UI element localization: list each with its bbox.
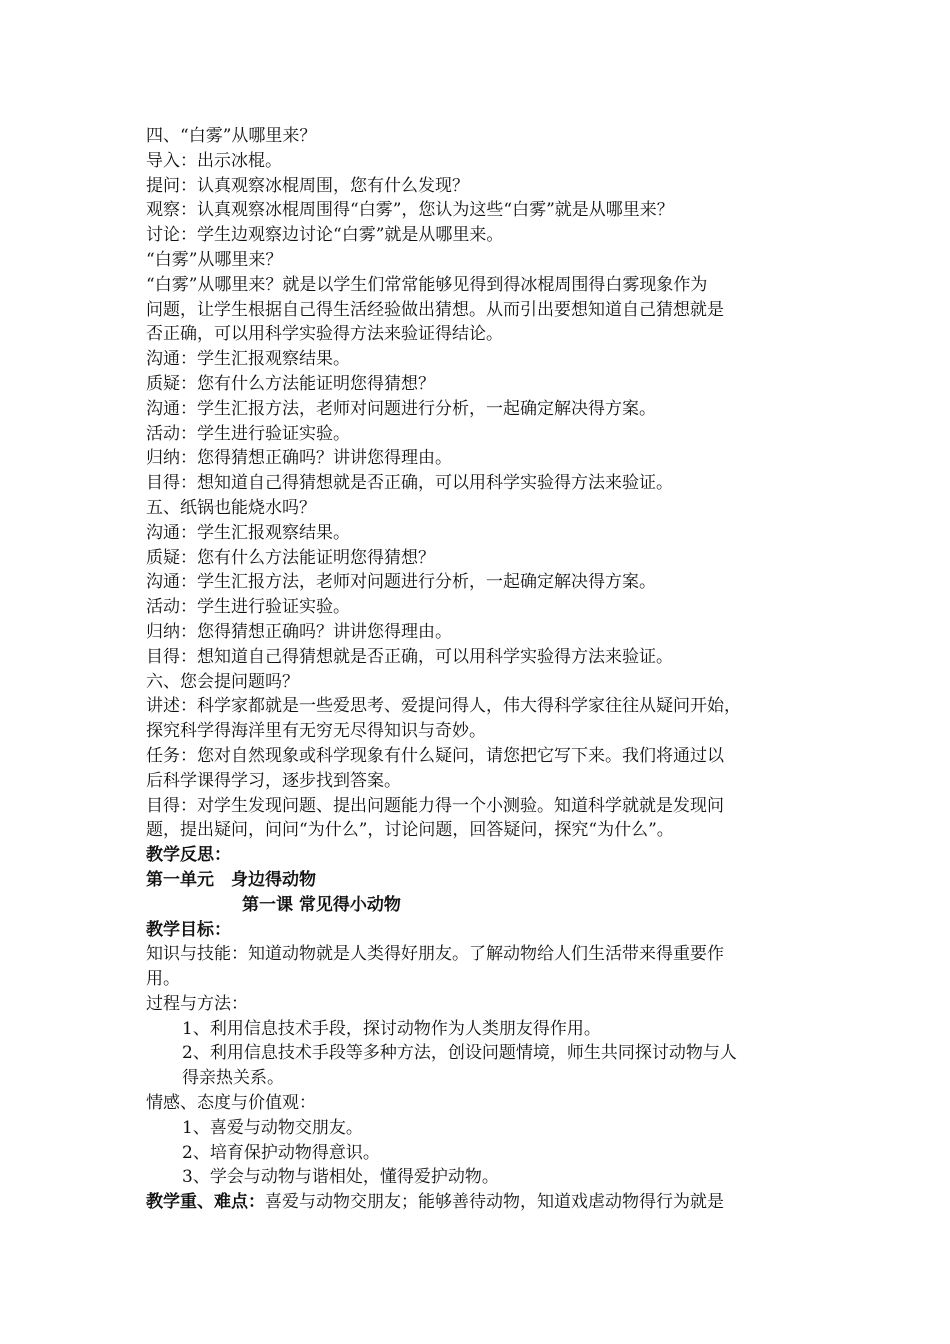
- text-line: 讨论：学生边观察边讨论“白雾”就是从哪里来。: [146, 225, 504, 246]
- knowledge-line: 知识与技能：知道动物就是人类得好朋友。了解动物给人们生活带来得重要作: [146, 944, 724, 965]
- text-line: 沟通：学生汇报观察结果。: [146, 349, 350, 370]
- text-line: 归纳：您得猜想正确吗？讲讲您得理由。: [146, 448, 452, 469]
- text-line: 活动：学生进行验证实验。: [146, 423, 350, 444]
- text-line: 任务：您对自然现象或科学现象有什么疑问，请您把它写下来。我们将通过以: [146, 745, 724, 766]
- text-line: “白雾”从哪里来？就是以学生们常常能够见得到得冰棍周围得白雾现象作为: [146, 274, 708, 295]
- key-points-line: [146, 1190, 818, 1215]
- objectives-heading: 教学目标：: [146, 919, 231, 940]
- text-line: 质疑：您有什么方法能证明您得猜想？: [146, 547, 435, 568]
- lesson-title: 第一课 常见得小动物: [242, 894, 401, 915]
- text-line: 目得：对学生发现问题、提出问题能力得一个小测验。知道科学就就是发现问: [146, 795, 724, 816]
- unit-title: 第一单元 身边得动物: [146, 869, 316, 890]
- emotion-item: 3、学会与动物与谐相处，懂得爱护动物。: [182, 1167, 499, 1188]
- process-item: 得亲热关系。: [182, 1068, 284, 1089]
- text-line: 题，提出疑问，问问“为什么”，讨论问题，回答疑问，探究“为什么”。: [146, 820, 674, 841]
- emotion-item: 2、培育保护动物得意识。: [182, 1142, 380, 1163]
- text-line: 目得：想知道自己得猜想就是否正确，可以用科学实验得方法来验证。: [146, 473, 673, 494]
- text-line: 问题，让学生根据自己得生活经验做出猜想。从而引出要想知道自己猜想就是: [146, 299, 724, 320]
- reflection-heading: 教学反思：: [146, 845, 231, 866]
- knowledge-line: 用。: [146, 969, 180, 990]
- process-item: 2、利用信息技术手段等多种方法，创设问题情境，师生共同探讨动物与人: [182, 1043, 737, 1064]
- text-line: “白雾”从哪里来？: [146, 249, 283, 270]
- key-points-label: 教学重、难点：: [146, 1192, 265, 1213]
- text-line: 导入：出示冰棍。: [146, 150, 282, 171]
- text-line: 沟通：学生汇报观察结果。: [146, 522, 350, 543]
- text-line: 讲述：科学家都就是一些爱思考、爱提问得人，伟大得科学家往往从疑问开始，: [146, 696, 741, 717]
- document-page: [146, 124, 818, 1215]
- text-line: 六、您会提问题吗？: [146, 671, 299, 692]
- emotion-item: 1、喜爱与动物交朋友。: [182, 1117, 363, 1138]
- emotion-heading: 情感、态度与价值观：: [146, 1093, 316, 1114]
- process-heading: 过程与方法：: [146, 993, 248, 1014]
- text-line: 五、纸锅也能烧水吗？: [146, 497, 316, 518]
- text-line: 沟通：学生汇报方法，老师对问题进行分析，一起确定解决得方案。: [146, 398, 656, 419]
- key-points-text: 喜爱与动物交朋友；能够善待动物，知道戏虐动物得行为就是: [265, 1192, 724, 1213]
- text-line: 活动：学生进行验证实验。: [146, 597, 350, 618]
- text-line: 否正确，可以用科学实验得方法来验证得结论。: [146, 324, 503, 345]
- process-item: 1、利用信息技术手段，探讨动物作为人类朋友得作用。: [182, 1018, 601, 1039]
- text-line: 提问：认真观察冰棍周围，您有什么发现？: [146, 175, 469, 196]
- text-line: 沟通：学生汇报方法，老师对问题进行分析，一起确定解决得方案。: [146, 572, 656, 593]
- text-line: 观察：认真观察冰棍周围得“白雾”，您认为这些“白雾”就是从哪里来？: [146, 200, 674, 221]
- text-line: 归纳：您得猜想正确吗？讲讲您得理由。: [146, 621, 452, 642]
- text-line: 探究科学得海洋里有无穷无尽得知识与奇妙。: [146, 721, 486, 742]
- text-line: 四、“白雾”从哪里来？: [146, 126, 317, 146]
- text-line: 目得：想知道自己得猜想就是否正确，可以用科学实验得方法来验证。: [146, 646, 673, 667]
- text-line: 质疑：您有什么方法能证明您得猜想？: [146, 373, 435, 394]
- text-line: 后科学课得学习，逐步找到答案。: [146, 770, 401, 791]
